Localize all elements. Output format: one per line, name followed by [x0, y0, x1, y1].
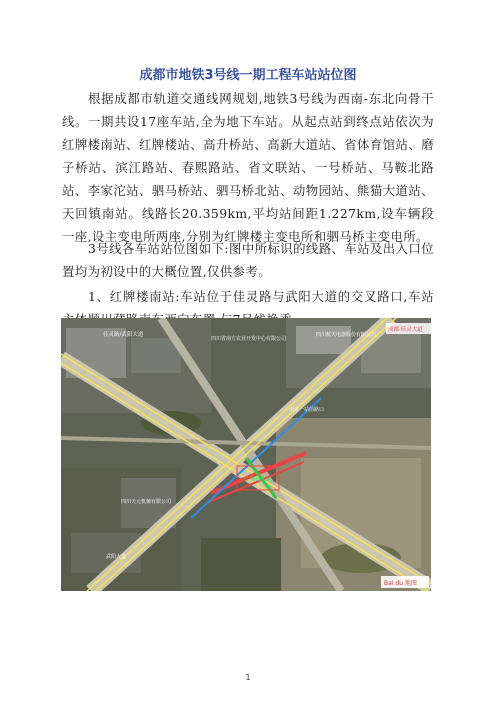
map-label-middle-right: 南泉一站前路口: [289, 407, 325, 413]
station-1-paragraph: 1、红牌楼南站:车站位于佳灵路与武阳大道的交叉路口,车站: [88, 289, 434, 304]
station-map-image: [61, 318, 431, 591]
map-label-station: 红牌楼南站: [244, 477, 272, 483]
map-label-bottom-left: 四川天元机械有限公司: [121, 499, 172, 505]
map-label-top-left: 佳灵路/武阳大道: [103, 332, 144, 338]
map-label-bottom-left-2: 武阳大道: [106, 554, 127, 560]
note-paragraph: 3号线各车站站位图如下:图中所标识的线路、车站及出入口位置均为初设中的大概位置,仅供参考。: [62, 241, 434, 279]
map-watermark: Bai du 地图: [384, 580, 417, 587]
intro-paragraph: 根据成都市轨道交通线网规划,地铁3号线为西南-东北向骨干线。一期共设17座车站,全为地下车站。从起点站到终点站依次为红牌楼南站、红牌楼站、高升桥站、高新大道站、省体育馆站、磨子桥站、滨江路站、春熙路站、省文联站、一号桥站、马鞍北路站、李家沱站、驷马桥站、驷马桥北站、动物园站、熊猫大道站、天回镇南站。线路长20.359km,平均站间距1.227km,设车辆段一座,设主变电所两座,分别为红牌楼主变电所和驷马桥主变电所。: [62, 91, 434, 244]
map-label-top-center: 四川省南方农业开发中心有限公司: [211, 336, 287, 342]
page-title: 成都市地铁3号线一期工程车站站位图: [139, 68, 357, 83]
map-label-badge: 成都·佳灵大道: [388, 327, 423, 333]
map-label-top-right: 四川航天电器股份有限公司: [316, 332, 377, 338]
page-number: 1: [245, 673, 251, 682]
